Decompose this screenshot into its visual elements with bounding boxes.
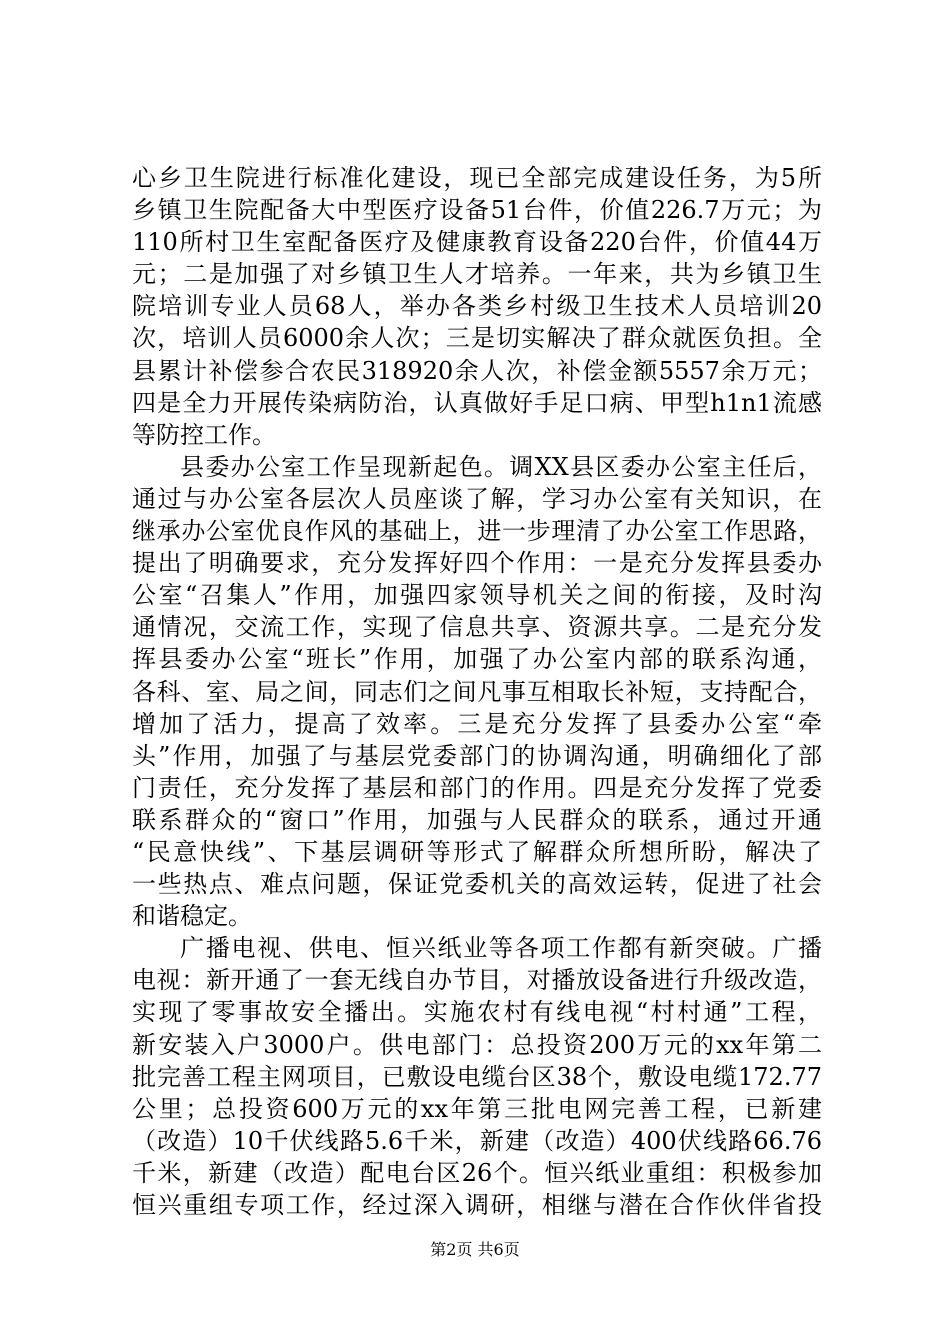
text-line: 一些热点、难点问题，保证党委机关的高效运转，促进了社会 — [132, 870, 822, 899]
text-line: 门责任，充分发挥了基层和部门的作用。四是充分发挥了党委 — [132, 773, 822, 802]
text-line: 县累计补偿参合农民318920余人次，补偿金额5557余万元； — [132, 356, 822, 385]
text-line: （改造）10千伏线路5.6千米，新建（改造）400伏线路66.76 — [132, 1126, 822, 1155]
text-line: 千米，新建（改造）配电台区26个。恒兴纸业重组：积极参加 — [132, 1158, 822, 1187]
text-line: 增加了活力，提高了效率。三是充分发挥了县委办公室“牵 — [132, 709, 822, 738]
text-line: 110所村卫生室配备医疗及健康教育设备220台件，价值44万 — [132, 228, 822, 257]
text-line: 公室“召集人”作用，加强四家领导机关之间的衔接，及时沟 — [132, 581, 822, 610]
text-line: 四是全力开展传染病防治，认真做好手足口病、甲型h1n1流感 — [132, 388, 822, 417]
text-line: 通情况，交流工作，实现了信息共享、资源共享。二是充分发 — [132, 613, 822, 642]
page-number: 第2页 共6页 — [430, 1240, 520, 1259]
text-line: 联系群众的“窗口”作用，加强与人民群众的联系，通过开通 — [132, 805, 822, 834]
text-line: 批完善工程主网项目，已敷设电缆台区38个，敷设电缆172.77 — [132, 1062, 822, 1091]
text-line: 公里；总投资600万元的xx年第三批电网完善工程，已新建 — [132, 1094, 822, 1123]
text-line: 头”作用，加强了与基层党委部门的协调沟通，明确细化了部 — [132, 741, 822, 770]
text-line: 继承办公室优良作风的基础上，进一步理清了办公室工作思路， — [132, 517, 822, 546]
text-line: 元；二是加强了对乡镇卫生人才培养。一年来，共为乡镇卫生 — [132, 260, 822, 289]
text-line: 通过与办公室各层次人员座谈了解，学习办公室有关知识，在 — [132, 484, 822, 513]
text-line: 实现了零事故安全播出。实施农村有线电视“村村通”工程， — [132, 998, 822, 1027]
text-line: 新安装入户3000户。供电部门：总投资200万元的xx年第二 — [132, 1030, 822, 1059]
paragraph-start-line: 广播电视、供电、恒兴纸业等各项工作都有新突破。广播 — [180, 934, 822, 963]
text-line: 恒兴重组专项工作，经过深入调研，相继与潜在合作伙伴省投 — [132, 1191, 822, 1219]
text-line: 挥县委办公室“班长”作用，加强了办公室内部的联系沟通， — [132, 645, 822, 674]
body-text — [132, 162, 822, 1221]
page-footer — [0, 1240, 950, 1260]
text-line: 各科、室、局之间，同志们之间凡事互相取长补短，支持配合， — [132, 677, 822, 706]
text-line: 心乡卫生院进行标准化建设，现已全部完成建设任务，为5所 — [132, 164, 822, 192]
text-line: 次，培训人员6000余人次；三是切实解决了群众就医负担。全 — [132, 324, 822, 353]
text-line: 和谐稳定。 — [132, 902, 252, 931]
text-line: 电视：新开通了一套无线自办节目，对播放设备进行升级改造， — [132, 966, 822, 995]
text-line: 乡镇卫生院配备大中型医疗设备51台件，价值226.7万元；为 — [132, 196, 822, 225]
text-line: 院培训专业人员68人，举办各类乡村级卫生技术人员培训20 — [132, 292, 822, 321]
text-line: “民意快线”、下基层调研等形式了解群众所想所盼，解决了 — [132, 837, 822, 866]
text-line: 等防控工作。 — [132, 420, 276, 449]
paragraph-start-line: 县委办公室工作呈现新起色。调XX县区委办公室主任后， — [180, 452, 822, 481]
text-line: 提出了明确要求，充分发挥好四个作用：一是充分发挥县委办 — [132, 549, 822, 578]
